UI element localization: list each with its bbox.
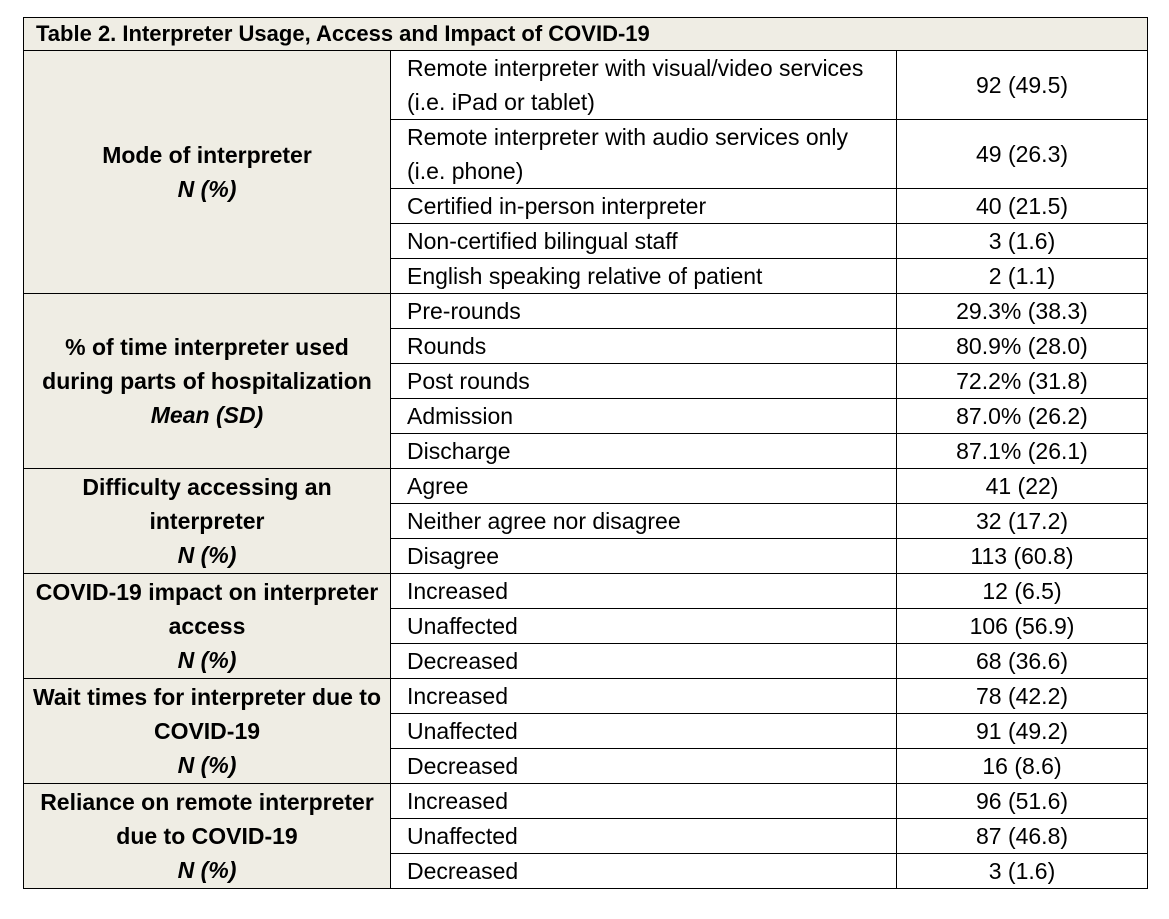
row-value: 49 (26.3) [897, 120, 1148, 189]
row-value: 72.2% (31.8) [897, 364, 1148, 399]
row-value: 3 (1.6) [897, 854, 1148, 889]
row-value: 92 (49.5) [897, 51, 1148, 120]
row-label: Decreased [391, 749, 897, 784]
category-cell [24, 294, 391, 469]
row-label: Unaffected [391, 714, 897, 749]
row-value: 40 (21.5) [897, 189, 1148, 224]
category-cell [24, 574, 391, 679]
row-value: 87.1% (26.1) [897, 434, 1148, 469]
category-unit: N (%) [177, 857, 237, 883]
row-label: Pre-rounds [391, 294, 897, 329]
table-row [24, 784, 1148, 819]
row-label: Disagree [391, 539, 897, 574]
row-label: Rounds [391, 329, 897, 364]
category-unit: N (%) [177, 752, 237, 778]
row-value: 41 (22) [897, 469, 1148, 504]
interpreter-usage-table [23, 17, 1148, 889]
row-label: Remote interpreter with audio services only (i.e. phone) [391, 120, 897, 189]
category-label: Difficulty accessing an interpreter [82, 474, 332, 534]
row-value: 96 (51.6) [897, 784, 1148, 819]
table-row [24, 294, 1148, 329]
row-label: Certified in-person interpreter [391, 189, 897, 224]
row-label: Neither agree nor disagree [391, 504, 897, 539]
category-label: Wait times for interpreter due to COVID-19 [32, 684, 382, 744]
category-label: COVID-19 impact on interpreter access [35, 579, 379, 639]
category-cell [24, 469, 391, 574]
table-row [24, 51, 1148, 120]
row-label: Non-certified bilingual staff [391, 224, 897, 259]
row-label: Decreased [391, 644, 897, 679]
category-cell [24, 51, 391, 294]
row-value: 78 (42.2) [897, 679, 1148, 714]
row-value: 106 (56.9) [897, 609, 1148, 644]
row-value: 91 (49.2) [897, 714, 1148, 749]
row-value: 32 (17.2) [897, 504, 1148, 539]
row-label: Decreased [391, 854, 897, 889]
row-value: 87 (46.8) [897, 819, 1148, 854]
row-label: Unaffected [391, 819, 897, 854]
row-label: Discharge [391, 434, 897, 469]
table-title: Table 2. Interpreter Usage, Access and Impact of COVID-19 [24, 18, 1148, 51]
table-row [24, 679, 1148, 714]
table-row [24, 574, 1148, 609]
category-cell [24, 784, 391, 889]
row-label: Admission [391, 399, 897, 434]
category-label: Reliance on remote interpreter due to COVID-19 [40, 789, 374, 849]
row-label: Remote interpreter with visual/video services (i.e. iPad or tablet) [391, 51, 897, 120]
row-value: 2 (1.1) [897, 259, 1148, 294]
row-label: Increased [391, 679, 897, 714]
row-value: 87.0% (26.2) [897, 399, 1148, 434]
row-label: English speaking relative of patient [391, 259, 897, 294]
row-label: Agree [391, 469, 897, 504]
table-row [24, 469, 1148, 504]
category-label: Mode of interpreter [102, 142, 312, 168]
category-unit: Mean (SD) [150, 402, 264, 428]
row-value: 3 (1.6) [897, 224, 1148, 259]
row-value: 68 (36.6) [897, 644, 1148, 679]
row-label: Post rounds [391, 364, 897, 399]
row-value: 80.9% (28.0) [897, 329, 1148, 364]
row-value: 113 (60.8) [897, 539, 1148, 574]
category-cell [24, 679, 391, 784]
row-label: Increased [391, 784, 897, 819]
row-label: Unaffected [391, 609, 897, 644]
category-unit: N (%) [177, 647, 237, 673]
category-unit: N (%) [177, 542, 237, 568]
row-label: Increased [391, 574, 897, 609]
category-label: % of time interpreter used during parts of hospitalization [42, 334, 372, 394]
row-value: 29.3% (38.3) [897, 294, 1148, 329]
category-unit: N (%) [177, 176, 237, 202]
row-value: 12 (6.5) [897, 574, 1148, 609]
row-value: 16 (8.6) [897, 749, 1148, 784]
table-title-row [24, 18, 1148, 51]
